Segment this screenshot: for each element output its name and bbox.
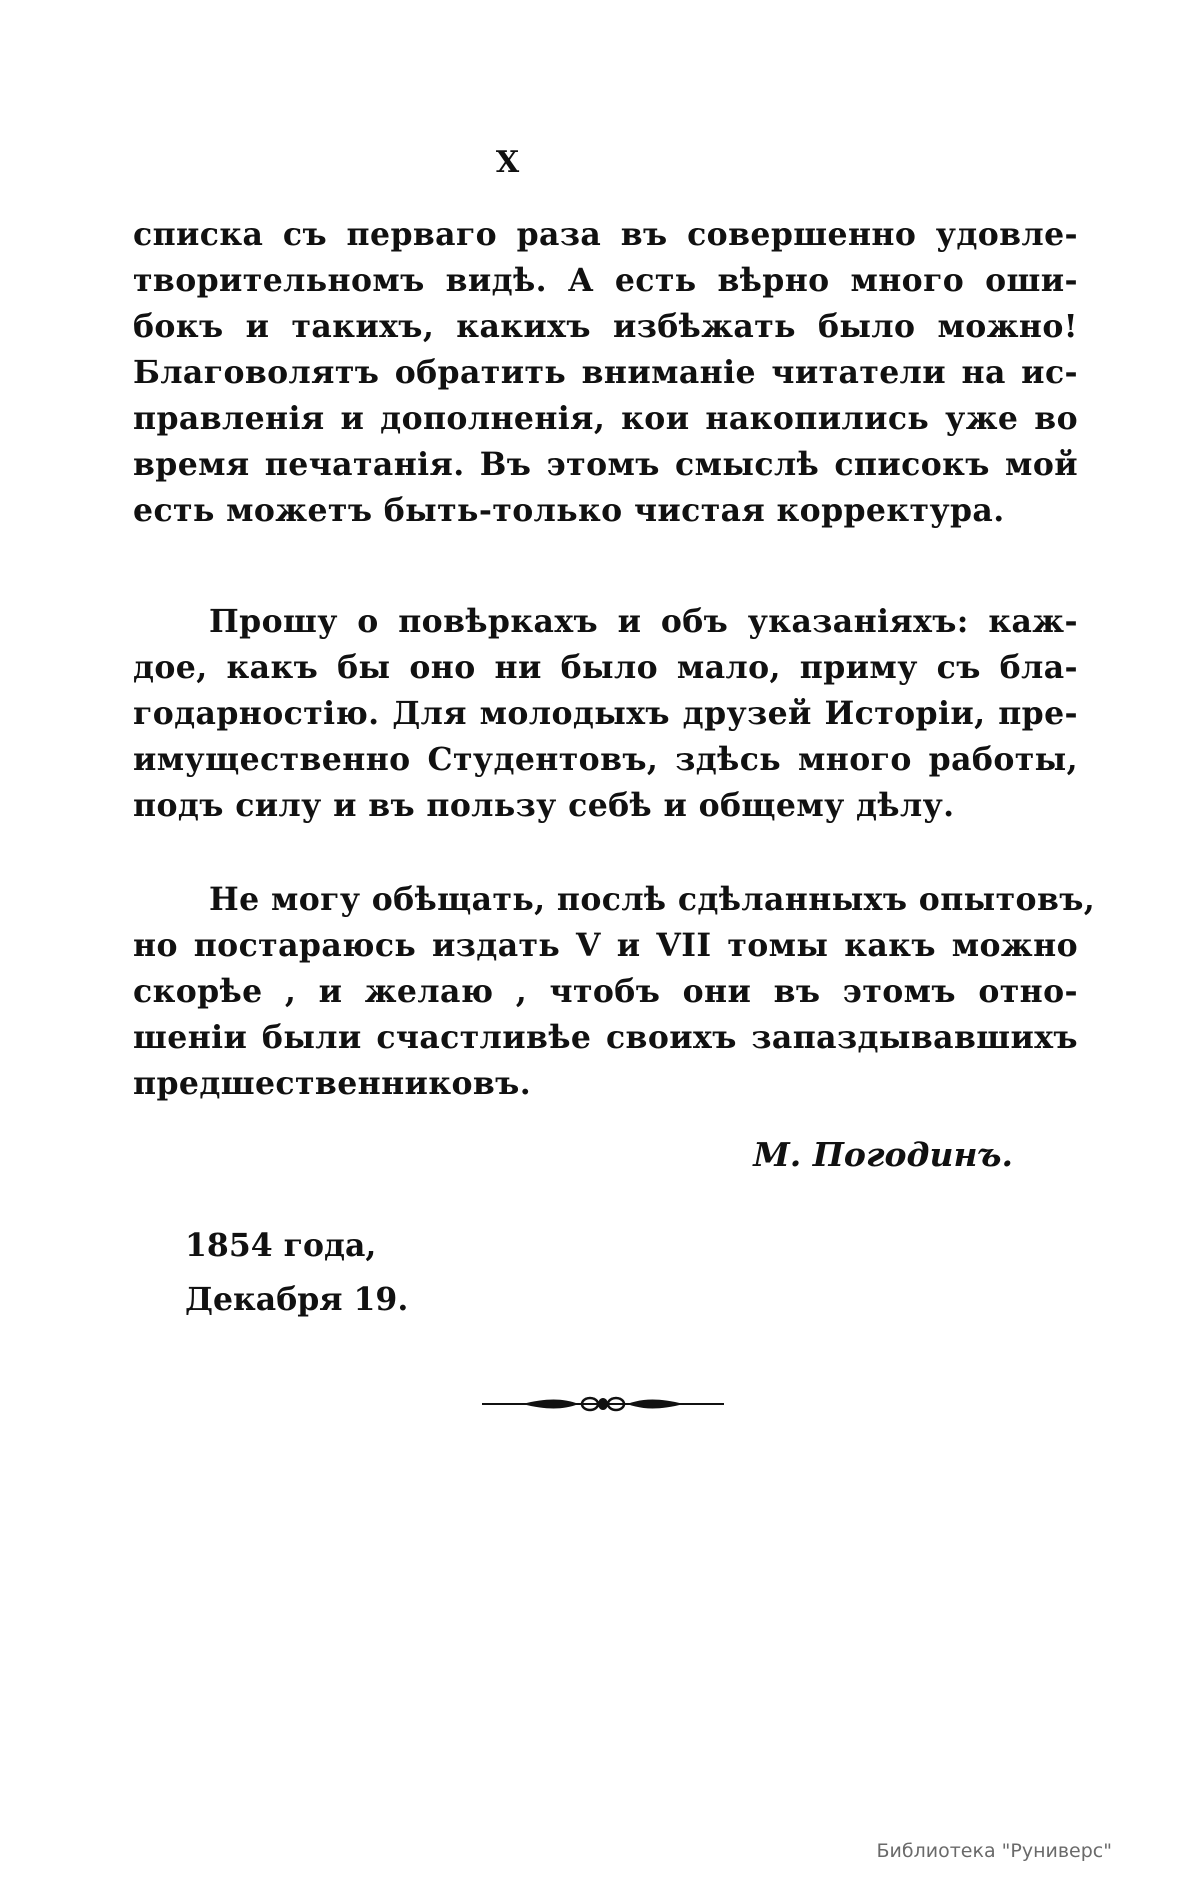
ornament-divider-icon bbox=[482, 1392, 724, 1416]
paragraph-line: годарностію. Для молодыхъ друзей Исторіи, пре- bbox=[133, 695, 1078, 732]
paragraph-line: списка съ перваго раза въ совершенно удовле- bbox=[133, 216, 1078, 253]
paragraph-line: время печатанія. Въ этомъ смыслѣ списокъ мой bbox=[133, 446, 1078, 483]
paragraph-line: Прошу о повѣркахъ и объ указаніяхъ: каж- bbox=[209, 603, 1078, 640]
paragraph-line: дое, какъ бы оно ни было мало, приму съ бла- bbox=[133, 649, 1078, 686]
paragraph-line: правленія и дополненія, кои накопились уже во bbox=[133, 400, 1078, 437]
date-day: Декабря 19. bbox=[185, 1281, 409, 1318]
paragraph-line: шеніи были счастливѣе своихъ запаздывавшихъ bbox=[133, 1019, 1078, 1056]
paragraph-line: Не могу обѣщать, послѣ сдѣланныхъ опытовъ, bbox=[209, 881, 1096, 918]
paragraph-1 bbox=[133, 212, 1078, 534]
author-signature: М. Погодинъ. bbox=[753, 1135, 1013, 1174]
paragraph-3 bbox=[133, 877, 1096, 1107]
paragraph-2 bbox=[133, 599, 1078, 829]
page-number: X bbox=[495, 145, 520, 180]
paragraph-line: предшественниковъ. bbox=[133, 1065, 532, 1102]
paragraph-line: есть можетъ быть-только чистая корректура. bbox=[133, 492, 1005, 529]
paragraph-line: подъ силу и въ пользу себѣ и общему дѣлу. bbox=[133, 787, 955, 824]
paragraph-line: скорѣе , и желаю , чтобъ они въ этомъ отно- bbox=[133, 973, 1078, 1010]
paragraph-line: творительномъ видѣ. А есть вѣрно много оши- bbox=[133, 262, 1078, 299]
paragraph-line: Благоволятъ обратить вниманіе читатели на ис- bbox=[133, 354, 1078, 391]
paragraph-line: имущественно Студентовъ, здѣсь много работы, bbox=[133, 741, 1078, 778]
paragraph-line: но постараюсь издать V и VII томы какъ можно bbox=[133, 927, 1078, 964]
date-year: 1854 года, bbox=[185, 1227, 377, 1264]
paragraph-line: бокъ и такихъ, какихъ избѣжать было можно! bbox=[133, 308, 1078, 345]
library-watermark: Библиотека "Руниверс" bbox=[876, 1840, 1112, 1862]
